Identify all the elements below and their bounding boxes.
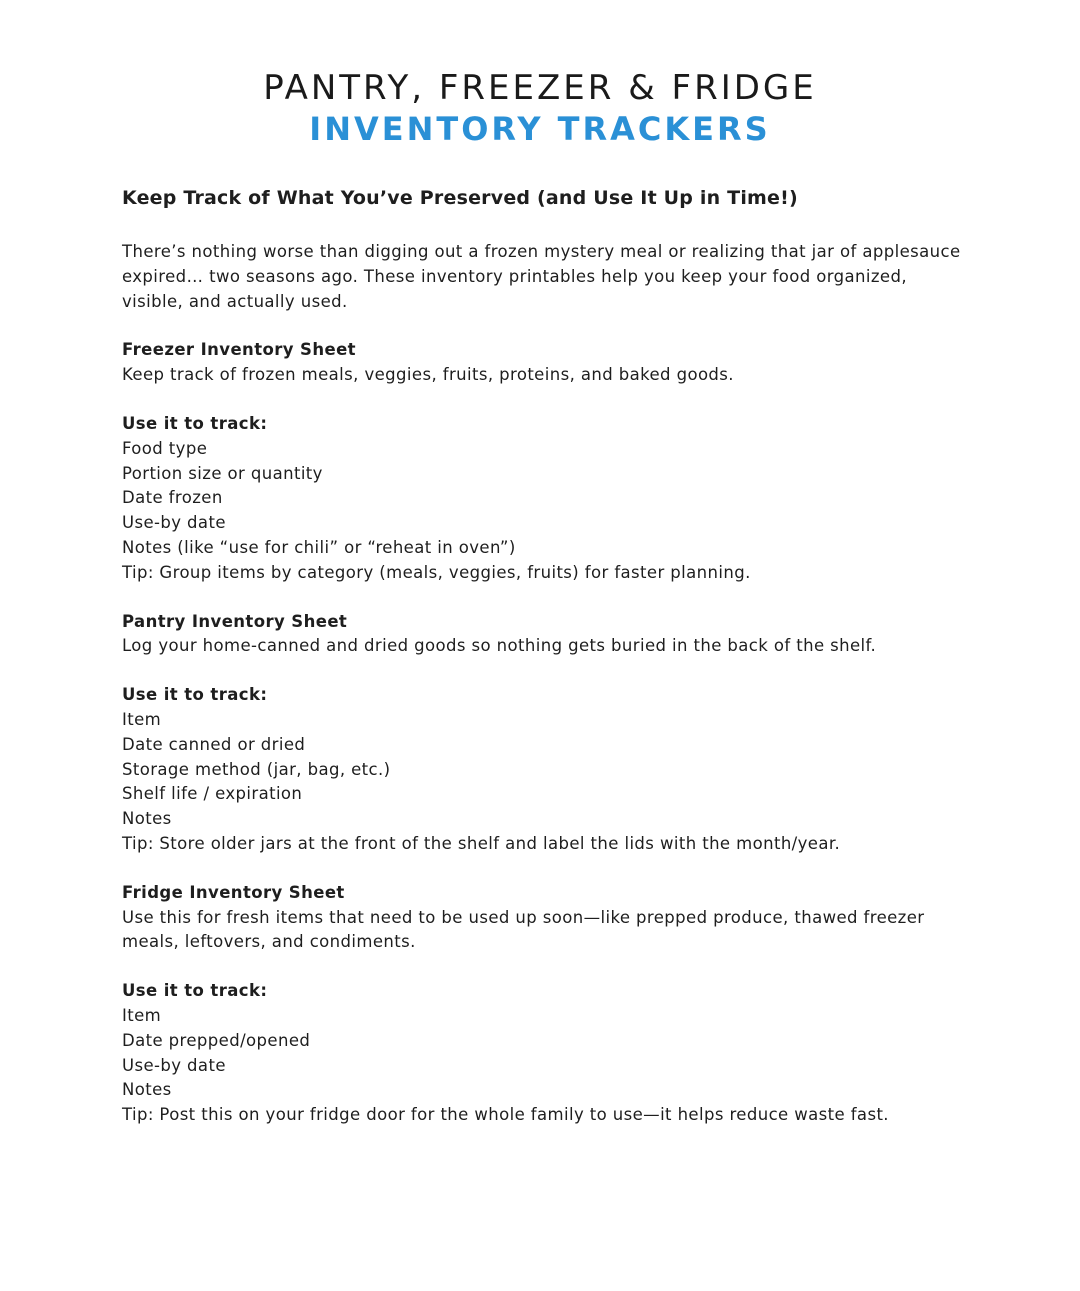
list-item: Storage method (jar, bag, etc.) (122, 759, 391, 779)
page-header (0, 66, 1080, 148)
list-item: Notes (122, 809, 172, 829)
fridge-heading: Fridge Inventory Sheet (122, 882, 345, 902)
list-item: Use-by date (122, 1055, 226, 1075)
list-item: Shelf life / expiration (122, 784, 303, 804)
list-item: Date canned or dried (122, 734, 306, 754)
pantry-track-list (122, 683, 972, 857)
pantry-section (122, 610, 972, 660)
title-line-2: INVENTORY TRACKERS (309, 110, 771, 148)
freezer-track-heading: Use it to track: (122, 413, 268, 433)
intro-paragraph: There’s nothing worse than digging out a frozen mystery meal or realizing that jar of applesauce expired… two seasons ago. These inventory printables help you keep your food organized, visible, and actually used. (122, 242, 961, 311)
list-item: Item (122, 709, 162, 729)
list-item: Item (122, 1005, 162, 1025)
pantry-description: Log your home-canned and dried goods so nothing gets buried in the back of the shelf. (122, 636, 877, 656)
list-item: Food type (122, 438, 208, 458)
pantry-heading: Pantry Inventory Sheet (122, 611, 348, 631)
list-item: Use-by date (122, 513, 226, 533)
list-item: Portion size or quantity (122, 463, 323, 483)
list-item: Notes (like “use for chili” or “reheat in oven”) (122, 537, 516, 557)
document-body (122, 184, 972, 1152)
fridge-description: Use this for fresh items that need to be used up soon—like prepped produce, thawed freezer meals, leftovers, and condiments. (122, 907, 925, 952)
document-subtitle: Keep Track of What You’ve Preserved (and Use It Up in Time!) (122, 187, 798, 209)
fridge-section (122, 881, 972, 955)
freezer-tip: Tip: Group items by category (meals, veggies, fruits) for faster planning. (122, 562, 751, 582)
list-item: Date prepped/opened (122, 1030, 311, 1050)
pantry-track-heading: Use it to track: (122, 685, 268, 705)
title-line-1: PANTRY, FREEZER & FRIDGE (263, 68, 817, 108)
fridge-tip: Tip: Post this on your fridge door for the whole family to use—it helps reduce waste fast. (122, 1105, 889, 1125)
list-item: Notes (122, 1080, 172, 1100)
pantry-tip: Tip: Store older jars at the front of the shelf and label the lids with the month/year. (122, 833, 841, 853)
freezer-track-list (122, 412, 972, 586)
freezer-section (122, 338, 972, 388)
freezer-heading: Freezer Inventory Sheet (122, 340, 356, 360)
list-item: Date frozen (122, 488, 223, 508)
freezer-description: Keep track of frozen meals, veggies, fruits, proteins, and baked goods. (122, 365, 734, 385)
fridge-track-list (122, 979, 972, 1128)
fridge-track-heading: Use it to track: (122, 981, 268, 1001)
